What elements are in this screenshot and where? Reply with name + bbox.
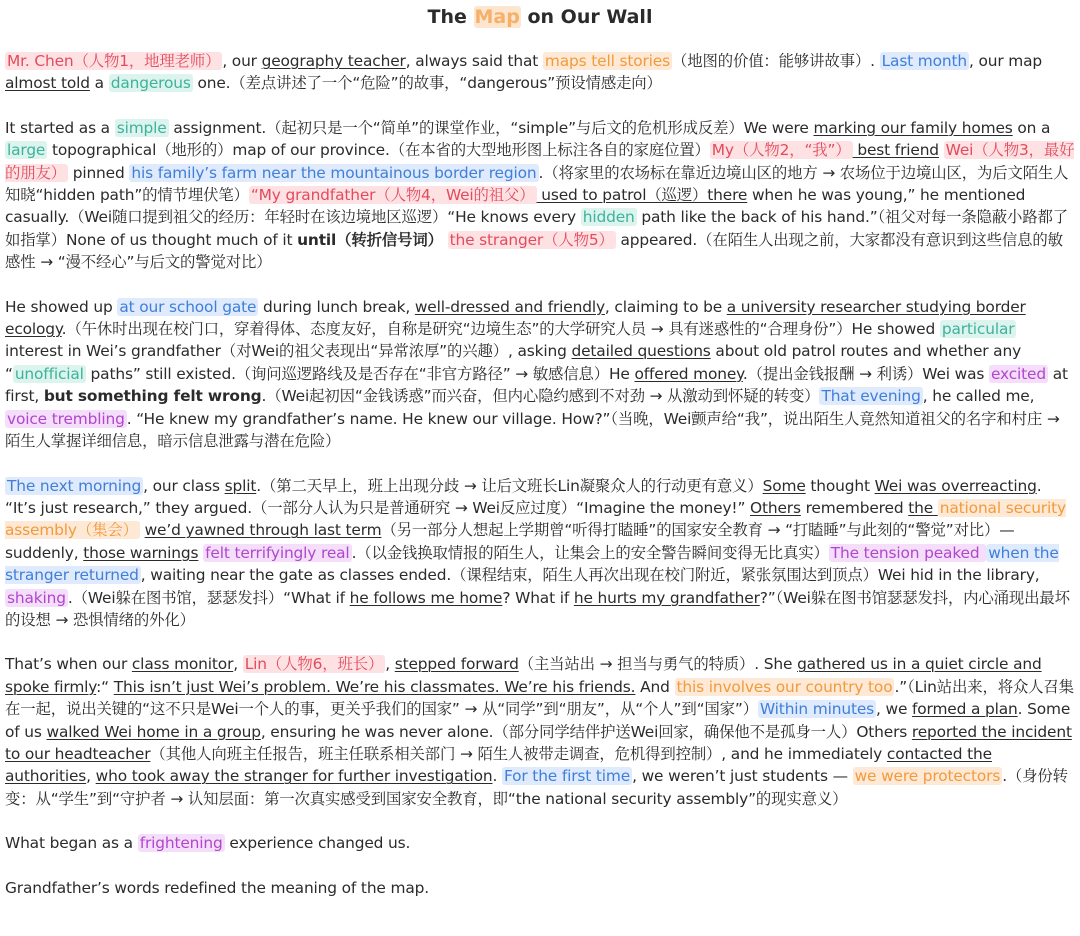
highlighted-phrase: Wei（人物3，最好的朋友） — [5, 141, 1075, 182]
text-run: on a — [1012, 118, 1051, 137]
paragraph — [5, 117, 1075, 274]
underlined-phrase: best friend — [852, 141, 939, 160]
text-run: , our class — [143, 476, 225, 495]
highlighted-phrase: the stranger（人物5） — [449, 230, 614, 249]
text-run: thought — [805, 476, 875, 495]
text-run: when he was young,” he mentioned casually.（Wei随口提到祖父的经历：年轻时在该边境地区巡逻）“He knows every — [5, 186, 1026, 227]
text-run: It started as a — [5, 118, 115, 137]
text-run: interest in Wei’s grandfather（对Wei的祖父表现出“异常浓厚”的兴趣）, asking — [5, 342, 572, 361]
text-run: , our — [222, 52, 262, 70]
highlighted-phrase: unofficial — [14, 364, 84, 383]
text-run: .（身份转变：从“学生”到“守护者 → 认知层面：第一次真实感受到国家安全教育，即“the national security assembly”的现实意义） — [5, 767, 1068, 808]
text-run: ? What if — [502, 588, 574, 607]
text-run: ?”（Wei躲在图书馆瑟瑟发抖，内心涌现出最坏的设想 → 恐惧情绪的外化） — [5, 588, 1070, 629]
text-run: :“ — [96, 677, 114, 696]
underlined-phrase: This isn’t just Wei’s problem. We’re his classmates. We’re his friends. — [113, 677, 636, 696]
text-run: , always said that — [405, 52, 543, 70]
highlighted-phrase: large — [7, 141, 46, 160]
text-run — [939, 141, 944, 159]
underlined-phrase: reported the incident to our headteacher — [5, 722, 1072, 763]
underlined-phrase: well-dressed and friendly — [414, 297, 605, 316]
text-run: , — [385, 655, 395, 674]
text-run: .（Wei躲在图书馆，瑟瑟发抖）“What if — [67, 588, 350, 607]
text-run: .（午休时出现在校门口，穿着得体、态度友好，自称是研究“边境生态”的大学研究人员 → 具有迷惑性的“合理身份”）He showed — [61, 320, 940, 339]
text-run: at first, — [5, 364, 1068, 406]
highlighted-phrase: this involves our country too — [676, 677, 893, 696]
text-run: during lunch break, — [258, 297, 415, 316]
bold-phrase: until（转折信号词） — [297, 230, 443, 249]
text-run: .（第二天早上，班上出现分歧 → 让后文班长Lin凝聚众人的行动更有意义） — [256, 476, 763, 495]
bold-phrase: but something felt wrong — [43, 387, 262, 406]
document-body — [5, 50, 1075, 899]
title-pre: The — [427, 6, 474, 28]
text-run: topographical（地形的）map of our province.（在本省的大型地形图上标注各自的家庭位置） — [47, 141, 710, 160]
underlined-phrase: offered money — [634, 364, 743, 383]
highlighted-phrase: at our school gate — [119, 297, 257, 316]
text-run: paths” still existed.（询问巡逻路线及是否存在“非官方路径” → 敏感信息）He — [85, 364, 635, 383]
highlighted-phrase: maps tell stories — [544, 52, 670, 70]
text-run: appeared.（在陌生人出现之前，大家都没有意识到这些信息的敏感性 → “漫不经心”与后文的警觉对比） — [5, 230, 1063, 272]
underlined-phrase: stepped forward — [394, 655, 519, 674]
highlighted-phrase: excited — [990, 364, 1046, 383]
underlined-phrase: we’d yawned through last term — [144, 521, 382, 540]
underlined-phrase: walked Wei home in a group — [46, 722, 261, 741]
underlined-phrase: he hurts my grandfather — [573, 588, 760, 607]
text-run: path like the back of his hand.”（祖父对每一条隐蔽小路都了如指掌）None of us thought much of it — [5, 208, 1069, 249]
underlined-phrase: those warnings — [83, 543, 199, 562]
text-run: .（将家里的农场标在靠近边境山区的地方 → 农场位于边境山区，为后文陌生人知晓“hidden path”的情节埋伏笔） — [5, 163, 1069, 205]
text-run: one.（差点讲述了一个“危险”的故事，“dangerous”预设情感走向） — [192, 74, 662, 93]
highlighted-phrase: Within minutes — [759, 700, 875, 719]
text-run: What began as a — [5, 834, 138, 853]
text-run: , — [86, 767, 96, 786]
text-run: , waiting near the gate as classes ended.（课程结束，陌生人再次出现在校门附近，紧张氛围达到顶点）Wei hid in the library, — [140, 566, 1040, 585]
underlined-phrase: Some — [762, 476, 806, 495]
document-title — [5, 4, 1075, 30]
text-run: （另一部分人想起上学期曾“听得打瞌睡”的国家安全教育 → “打瞌睡”与此刻的“警觉”对比）— suddenly, — [5, 521, 1015, 562]
text-run: . — [492, 767, 502, 786]
text-run: , we weren’t just students — — [632, 767, 853, 786]
text-run: （地图的价值：能够讲故事）. — [671, 52, 880, 70]
text-run: pinned — [67, 163, 130, 182]
highlighted-phrase: My（人物2，“我”） — [711, 141, 851, 160]
highlighted-phrase: frightening — [139, 834, 223, 853]
paragraph — [5, 475, 1075, 632]
underlined-phrase: split — [224, 476, 257, 495]
text-run: assignment.（起初只是一个“简单”的课堂作业，“simple”与后文的危机形成反差）We were — [168, 118, 814, 137]
underlined-phrase: contacted the authorities — [5, 744, 992, 786]
text-run: , we — [876, 700, 913, 719]
underlined-phrase: a university researcher studying border ecology — [5, 297, 1026, 339]
title-highlight: Map — [474, 6, 520, 28]
highlighted-phrase: Mr. Chen（人物1，地理老师） — [7, 52, 221, 70]
highlighted-phrase: we were protectors — [854, 767, 1001, 786]
text-run: And — [635, 677, 675, 696]
paragraph — [5, 877, 1075, 899]
underlined-phrase: formed a plan — [912, 700, 1018, 719]
underlined-phrase: used to patrol（巡逻）there — [536, 186, 748, 205]
highlighted-phrase: Lin（人物6，班长） — [244, 655, 384, 674]
underlined-phrase: the — [908, 498, 938, 517]
highlighted-phrase: dangerous — [110, 74, 191, 93]
text-run: remembered — [800, 498, 909, 517]
highlighted-phrase: The next morning — [7, 476, 142, 495]
text-run: Grandfather’s words redefined the meaning of the map. — [5, 878, 429, 897]
underlined-phrase: marking our family homes — [813, 118, 1013, 137]
underlined-phrase: detailed questions — [571, 342, 711, 361]
text-run: about old patrol routes and whether any “ — [5, 342, 1022, 383]
text-run: , our map — [969, 52, 1043, 70]
underlined-phrase: class monitor — [131, 655, 234, 674]
text-run: , ensuring he was never alone.（部分同学结伴护送Wei回家，确保他不是孤身一人）Others — [260, 722, 912, 741]
text-run: （其他人向班主任报告，班主任联系相关部门 → 陌生人被带走调查，危机得到控制）, and he immediately — [150, 744, 887, 763]
text-run: experience changed us. — [224, 834, 411, 853]
highlighted-phrase: when the stranger returned — [5, 543, 1059, 585]
text-run: . Some of us — [5, 700, 1071, 741]
highlighted-phrase: voice trembling — [7, 409, 125, 428]
highlighted-phrase: simple — [116, 118, 167, 137]
text-run: .（提出金钱报酬 → 利诱）Wei was — [742, 364, 989, 383]
paragraph — [5, 296, 1075, 453]
highlighted-phrase: felt terrifyingly real — [205, 543, 350, 562]
text-run: （主当站出 → 担当与勇气的特质）. She — [518, 655, 798, 674]
underlined-phrase: Wei was overreacting — [874, 476, 1037, 495]
text-run: , claiming to be — [604, 297, 727, 316]
highlighted-phrase: particular — [941, 320, 1015, 339]
highlighted-phrase: hidden — [582, 208, 635, 227]
text-run: a — [89, 74, 109, 93]
text-run: , — [233, 655, 243, 674]
highlighted-phrase: national security assembly（集会） — [5, 498, 1066, 540]
highlighted-phrase: Last month — [881, 52, 968, 70]
highlighted-phrase: For the first time — [503, 767, 631, 786]
underlined-phrase: geography teacher — [261, 52, 406, 70]
paragraph — [5, 653, 1075, 810]
text-run: .（以金钱换取情报的陌生人，让集会上的安全警告瞬间变得无比真实） — [351, 543, 829, 562]
underlined-phrase: Others — [750, 498, 801, 517]
text-run: , he called me, — [922, 387, 1035, 406]
text-run: .（Wei起初因“金钱诱惑”而兴奋，但内心隐约感到不对劲 → 从激动到怀疑的转变） — [261, 387, 820, 406]
text-run: He showed up — [5, 297, 118, 316]
title-post: on Our Wall — [520, 6, 653, 28]
underlined-phrase: almost told — [5, 74, 90, 93]
highlighted-phrase: “My grandfather（人物4，Wei的祖父） — [250, 186, 535, 205]
text-run — [443, 231, 448, 249]
highlighted-phrase: shaking — [7, 588, 66, 607]
text-run: . “He knew my grandfather’s name. He knew our village. How?”（当晚，Wei颤声给“我”，说出陌生人竟然知道祖父的名字和村庄 → 陌生人掌握详细信息，暗示信息泄露与潜在危险） — [5, 409, 1060, 451]
text-run: That’s when our — [5, 655, 132, 674]
underlined-phrase: he follows me home — [349, 588, 503, 607]
highlighted-phrase: That evening — [821, 387, 921, 406]
highlighted-phrase: his family’s farm near the mountainous border region — [131, 163, 537, 182]
text-run: . “It’s just research,” they argued.（一部分人认为只是普通研究 → Wei反应过度）“Imagine the money!” — [5, 476, 1042, 517]
text-run: .”（Lin站出来，将众人召集在一起，说出关键的“这不只是Wei一个人的事，更关乎我们的国家” → 从“同学”到“朋友”，从“个人”到“国家”） — [5, 677, 1074, 719]
paragraph — [5, 832, 1075, 854]
underlined-phrase: who took away the stranger for further investigation — [95, 767, 493, 786]
highlighted-phrase: The tension peaked — [830, 543, 985, 562]
paragraph — [5, 50, 1075, 95]
underlined-phrase: gathered us in a quiet circle and spoke firmly — [5, 655, 1042, 696]
